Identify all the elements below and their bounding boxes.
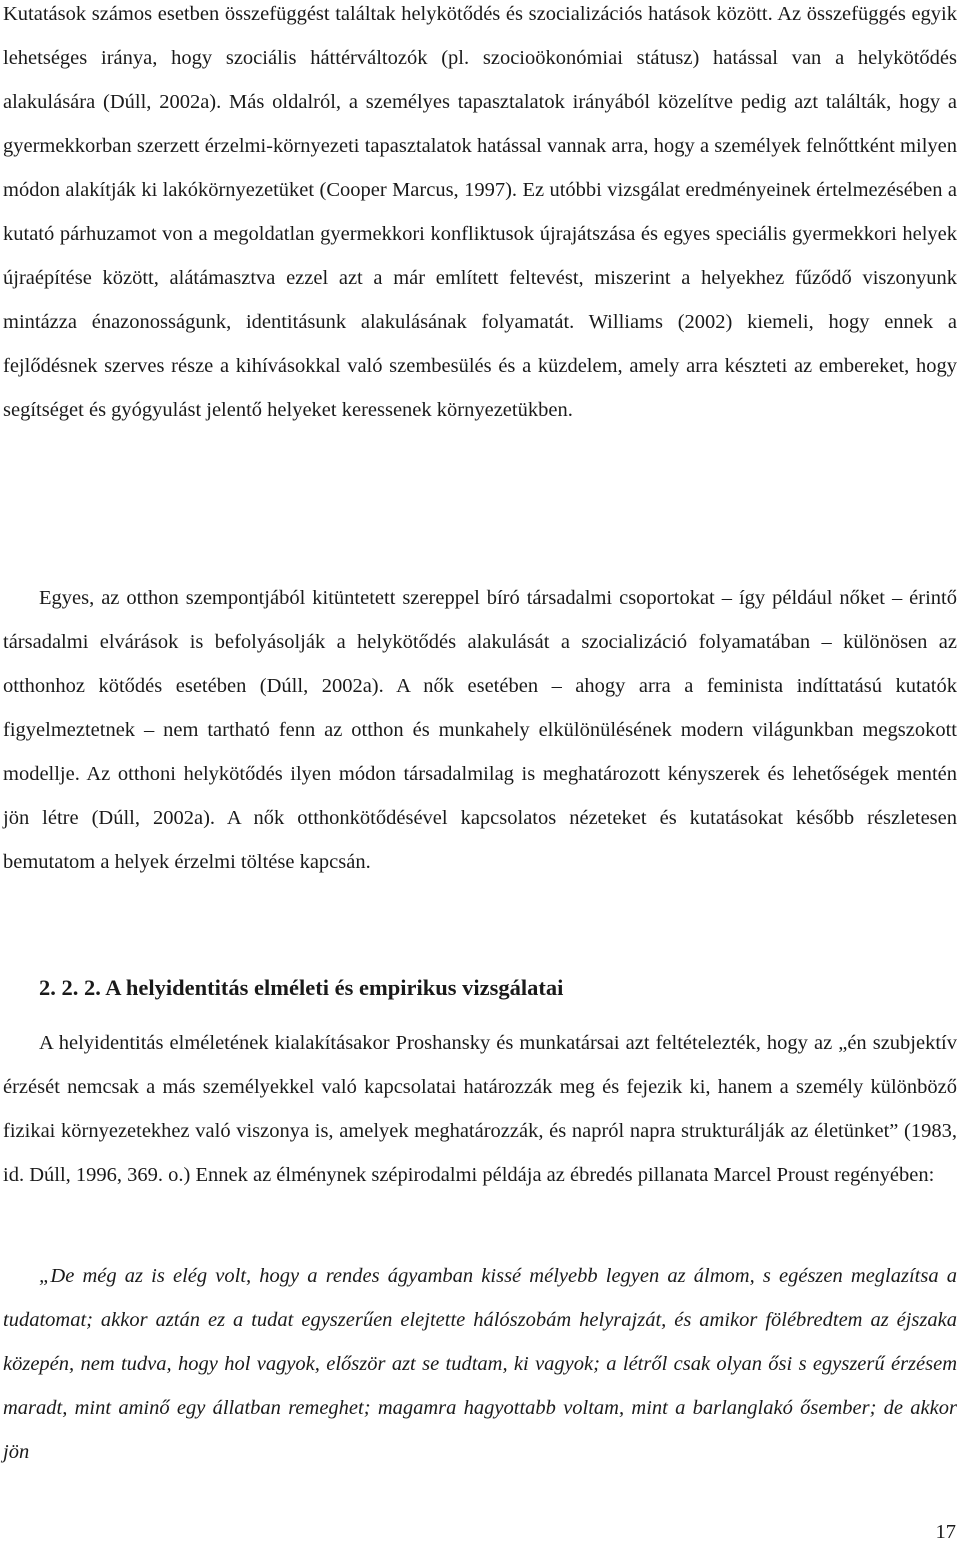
body-paragraph-1: Kutatások számos esetben összefüggést találtak helykötődés és szocializációs hatások között. Az összefüggés egyik lehetséges iránya, hogy szociális háttérváltozók (pl. szocioökonómiai státusz) hatással van a helykötődés alakulására (Dúll, 2002a). Más oldalról, a személyes tapasztalatok irányából közelítve pedig azt találták, hogy a gyermekkorban szerzett érzelmi-környezeti tapasztalatok hatással vannak arra, hogy a személyek felnőttként milyen módon alakítják ki lakókörnyezetüket (Cooper Marcus, 1997). Ez utóbbi vizsgálat eredményeinek értelmezésében a kutató párhuzamot von a megoldatlan gyermekkori konfliktusok újrajátszása és egyes speciális gyermekkori helyek újraépítése között, alátámasztva ezzel azt a már említett feltevést, miszerint a helyekhez fűződő viszonyunk mintázza énazonosságunk, identitásunk alakulásának folyamatát. Williams (2002) kiemeli, hogy ennek a fejlődésnek szerves része a kihívásokkal való szembesülés és a küzdelem, amely arra készteti az embereket, hogy segítséget és gyógyulást jelentő helyeket keressenek környezetükben. bbox=[3, 3, 957, 421]
proust-quote: „De még az is elég volt, hogy a rendes ágyamban kissé mélyebb legyen az álmom, s egészen meglazítsa a tudatomat; akkor aztán ez a tudat egyszerűen elejtette hálószobám helyrajzát, és amikor fölébredtem az éjszaka közepén, nem tudva, hogy hol vagyok, először azt se tudtam, ki vagyok; a létről csak olyan ősi s egyszerű érzésem maradt, mint aminő egy állatban remeghet; magamra hagyottabb voltam, mint a barlanglakó ősember; de akkor jön bbox=[3, 1265, 957, 1463]
section-paragraph: A helyidentitás elméletének kialakításakor Proshansky és munkatársai azt feltételezték, hogy az „én szubjektív érzését nemcsak a más személyekkel való kapcsolatai határozzák meg és fejezik ki, hanem a személy különböző fizikai környezetekhez való viszonya is, amelyek meghatározzák, és napról napra strukturálják az életünket” (1983, id. Dúll, 1996, 369. o.) Ennek az élménynek szépirodalmi példája az ébredés pillanata Marcel Proust regényében: bbox=[3, 1032, 957, 1186]
body-paragraph-2: Egyes, az otthon szempontjából kitüntetett szereppel bíró társadalmi csoportokat – így például nőket – érintő társadalmi elvárások is befolyásolják a helykötődés alakulását a szocializáció folyamatában – különösen az otthonhoz kötődés esetében (Dúll, 2002a). A nők esetében – ahogy arra a feminista indíttatású kutatók figyelmeztetnek – nem tartható fenn az otthon és munkahely elkülönülésének modern világunkban megszokott modellje. Az otthoni helykötődés ilyen módon társadalmilag is meghatározott kényszerek és lehetőségek mentén jön létre (Dúll, 2002a). A nők otthonkötődésével kapcsolatos nézeteket és kutatásokat később részletesen bemutatom a helyek érzelmi töltése kapcsán. bbox=[3, 587, 957, 873]
page-number: 17 bbox=[935, 1521, 956, 1543]
section-heading: 2. 2. 2. A helyidentitás elméleti és empirikus vizsgálatai bbox=[39, 975, 564, 1000]
